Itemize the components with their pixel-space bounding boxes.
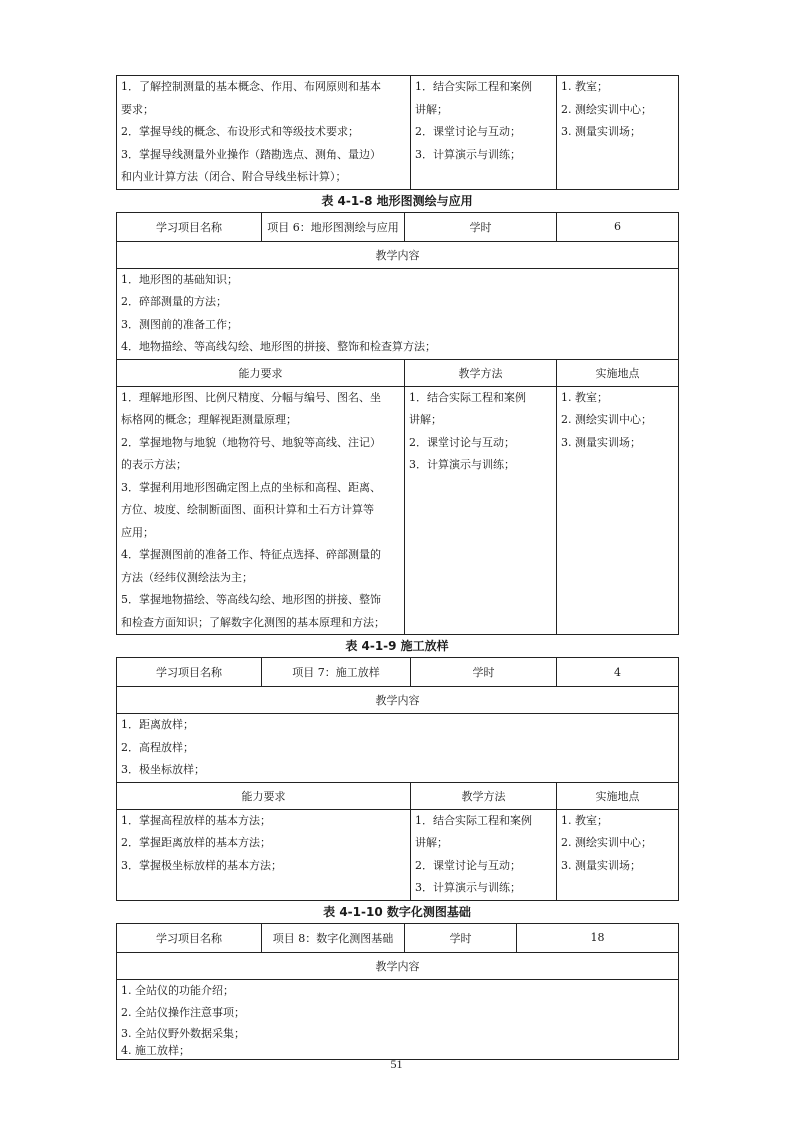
content-header: 教学内容 [117, 952, 679, 979]
table-4-1-7-continuation [116, 75, 679, 190]
content-line: 3．测图前的准备工作； [121, 317, 238, 331]
hours-value: 18 [517, 923, 679, 952]
ability-line: 的表示方法； [121, 458, 187, 471]
project-name-label: 学习项目名称 [117, 212, 262, 241]
ability-line: 2．掌握地物与地貌（地物符号、地貌等高线、注记） [121, 435, 381, 449]
method-line: 1．结合实际工程和案例 [415, 813, 532, 827]
content-line: 2．碎部测量的方法； [121, 295, 227, 308]
ability-line: 3．掌握导线测量外业操作（踏勘选点、测角、量边） [121, 147, 381, 161]
ability-line: 和内业计算方法（闭合、附合导线坐标计算）； [121, 170, 347, 183]
ability-line: 1．了解控制测量的基本概念、作用、布网原则和基本 [121, 80, 381, 93]
project-name-label: 学习项目名称 [117, 658, 262, 687]
method-header: 教学方法 [411, 782, 557, 809]
ability-line: 1．掌握高程放样的基本方法； [121, 813, 271, 827]
content-header: 教学内容 [117, 687, 679, 714]
hours-label: 学时 [405, 212, 557, 241]
ability-line: 方位、坡度、绘制断面图、面积计算和土石方计算等 [121, 503, 374, 516]
ability-line: 3．掌握极坐标放样的基本方法； [121, 858, 282, 872]
table-row [117, 687, 679, 714]
document-page [116, 75, 678, 1060]
project-name-value: 项目 8：数字化测图基础 [262, 923, 405, 952]
method-line: 讲解； [409, 413, 442, 426]
content-line: 4．地物描绘、等高线勾绘、地形图的拼接、整饰和检查算方法； [121, 340, 436, 353]
ability-line: 要求； [121, 102, 154, 116]
table-caption: 表 4-1-9 施工放样 [345, 639, 449, 653]
ability-header: 能力要求 [117, 359, 405, 386]
content-cell [117, 714, 679, 783]
ability-line: 方法（经纬仪测绘法为主； [121, 570, 253, 584]
table-row [117, 268, 679, 359]
content-line: 1. 全站仪的功能介绍； [121, 983, 234, 997]
table-row [117, 212, 679, 241]
ability-cell [117, 76, 411, 190]
place-line: 1. 教室； [561, 813, 608, 827]
place-line: 1. 教室； [561, 80, 608, 93]
ability-line: 1．理解地形图、比例尺精度、分幅与编号、图名、坐 [121, 390, 381, 404]
method-cell [411, 76, 557, 190]
project-name-value: 项目 6：地形图测绘与应用 [262, 212, 405, 241]
method-line: 1．结合实际工程和案例 [415, 80, 532, 93]
project-name-value: 项目 7：施工放样 [262, 658, 411, 687]
place-line: 1. 教室； [561, 390, 608, 404]
place-cell [557, 76, 679, 190]
content-line: 1．距离放样； [121, 718, 194, 731]
table-row [117, 386, 679, 635]
table-4-1-9 [116, 657, 679, 901]
method-header: 教学方法 [405, 359, 557, 386]
table-row [117, 782, 679, 809]
place-line: 2. 测绘实训中心； [561, 413, 652, 426]
table-row [117, 979, 679, 1059]
table-caption: 表 4-1-10 数字化测图基础 [323, 904, 471, 919]
method-line: 3．计算演示与训练； [409, 458, 515, 471]
table-row [117, 952, 679, 979]
hours-value: 6 [557, 212, 679, 241]
content-line: 2. 全站仪操作注意事项； [121, 1006, 245, 1019]
content-cell [117, 268, 679, 359]
place-header: 实施地点 [557, 359, 679, 386]
place-header: 实施地点 [557, 782, 679, 809]
table-row [117, 658, 679, 687]
method-line: 2．课堂讨论与互动； [409, 435, 515, 449]
content-line: 3．极坐标放样； [121, 763, 205, 776]
method-line: 讲解； [415, 102, 448, 116]
place-line: 2. 测绘实训中心； [561, 102, 652, 116]
table-row [117, 76, 679, 190]
table-row [117, 809, 679, 900]
project-name-label: 学习项目名称 [117, 923, 262, 952]
method-line: 3．计算演示与训练； [415, 881, 521, 894]
place-cell [557, 386, 679, 635]
ability-cell [117, 809, 411, 900]
method-line: 讲解； [415, 836, 448, 849]
page-number: 51 [390, 1057, 403, 1071]
hours-value: 4 [557, 658, 679, 687]
table-row [117, 359, 679, 386]
method-line: 3．计算演示与训练； [415, 147, 521, 161]
table-caption: 表 4-1-8 地形图测绘与应用 [321, 193, 473, 208]
ability-line: 5．掌握地物描绘、等高线勾绘、地形图的拼接、整饰 [121, 593, 381, 606]
method-line: 1．结合实际工程和案例 [409, 390, 526, 404]
ability-line: 2．掌握距离放样的基本方法； [121, 836, 271, 849]
place-line: 3. 测量实训场； [561, 435, 641, 449]
table-4-1-10 [116, 923, 679, 1060]
content-header: 教学内容 [117, 241, 679, 268]
table-4-1-8 [116, 212, 679, 636]
place-cell [557, 809, 679, 900]
method-cell [411, 809, 557, 900]
table-row [117, 923, 679, 952]
table-row [117, 241, 679, 268]
ability-header: 能力要求 [117, 782, 411, 809]
place-line: 2. 测绘实训中心； [561, 836, 652, 849]
content-line: 3. 全站仪野外数据采集； [121, 1026, 245, 1040]
hours-label: 学时 [411, 658, 557, 687]
ability-line: 2．掌握导线的概念、布设形式和等级技术要求； [121, 125, 359, 138]
place-line: 3. 测量实训场； [561, 125, 641, 138]
hours-label: 学时 [405, 923, 517, 952]
ability-line: 3．掌握利用地形图确定图上点的坐标和高程、距离、 [121, 480, 381, 494]
content-line: 2．高程放样； [121, 740, 194, 754]
ability-line: 和检查方面知识；了解数字化测图的基本原理和方法； [121, 615, 385, 629]
method-line: 2．课堂讨论与互动； [415, 858, 521, 872]
place-line: 3. 测量实训场； [561, 858, 641, 872]
ability-line: 应用； [121, 525, 154, 539]
content-line: 1．地形图的基础知识； [121, 272, 238, 286]
content-line: 4. 施工放样； [121, 1043, 190, 1057]
table-row [117, 714, 679, 783]
method-line: 2．课堂讨论与互动； [415, 125, 521, 138]
ability-cell [117, 386, 405, 635]
content-cell [117, 979, 679, 1059]
ability-line: 4．掌握测图前的准备工作、特征点选择、碎部测量的 [121, 548, 381, 561]
ability-line: 标格网的概念；理解视距测量原理； [121, 413, 297, 426]
method-cell [405, 386, 557, 635]
